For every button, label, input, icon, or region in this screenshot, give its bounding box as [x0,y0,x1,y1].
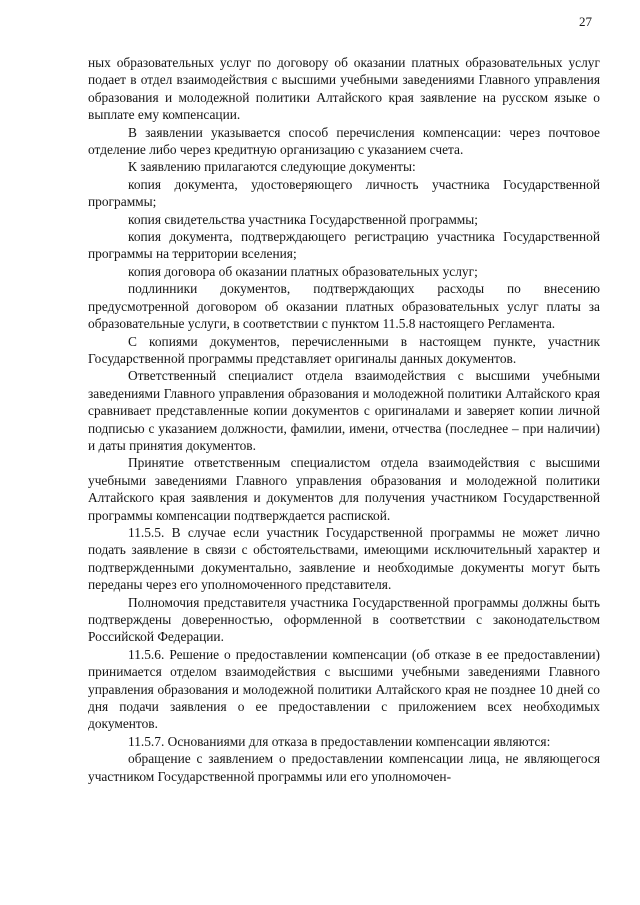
clause-11-5-5: 11.5.5. В случае если участник Государственной программы не может лично подать заявление в связи с обстоятельствами, имеющими исключительный характер и подтвержденными документально, заявление и необходимые документы могут быть переданы через его уполномоченного представителя. [88,524,600,593]
paragraph-continuation: ных образовательных услуг по договору об оказании платных образовательных услуг подает в отдел взаимодействия с высшими учебными заведениями Главного управления образования и молодежной политики Алтайского края заявление на русском языке о выплате ему компенсации. [88,55,600,123]
list-item-participant-certificate: копия свидетельства участника Государственной программы; [128,211,478,227]
paragraph-representative-authority: Полномочия представителя участника Государственной программы должны быть подтверждены доверенностью, оформленной в соответствии с законодательством Российской Федерации. [88,594,600,645]
paragraph-receipt-confirmation: Принятие ответственным специалистом отдела взаимодействия с высшими учебными заведениями Главного управления образования и молодежной политики Алтайского края заявления и документов для получения участником Государственной программы компенсации подтверждается распиской. [88,455,600,523]
paragraph-attached-documents-intro: К заявлению прилагаются следующие документы: [128,159,416,175]
clause-11-5-7: 11.5.7. Основаниями для отказа в предоставлении компенсации являются: [128,733,551,749]
paragraph-copy-verification: Ответственный специалист отдела взаимодействия с высшими учебными заведениями Главного управления образования и молодежной политики Алтайского края сравнивает представленные копии документов с оригиналами и заверяет копии личной подписью с указанием должности, фамилии, имени, отчества (последнее – при наличии) и даты принятия документов. [88,368,600,453]
document-body [88,54,600,785]
clause-11-5-6: 11.5.6. Решение о предоставлении компенсации (об отказе в ее предоставлении) принимается отделом взаимодействия с высшими учебными заведениями Главного управления образования и молодежной политики Алтайского края не позднее 10 дней со дня подачи заявления о ее предоставлении с приложением всех необходимых документов. [88,646,600,732]
list-item-refusal-ground: обращение с заявлением о предоставлении компенсации лица, не являющегося участником Государственной программы или его уполномочен- [88,751,600,784]
list-item-service-contract: копия договора об оказании платных образовательных услуг; [128,263,478,279]
list-item-expense-originals: подлинники документов, подтверждающих расходы по внесению предусмотренной договором об оказании платных образовательных услуг платы за образовательные услуги, в соответствии с пунктом 11.5.8 настоящего Регламента. [88,281,600,332]
page-number: 27 [579,14,592,29]
paragraph-compensation-transfer-method: В заявлении указывается способ перечисления компенсации: через почтовое отделение либо через кредитную организацию с указанием счета. [88,124,600,158]
list-item-registration-document: копия документа, подтверждающего регистрацию участника Государственной программы на территории вселения; [88,229,600,262]
list-item-identity-document: копия документа, удостоверяющего личность участника Государственной программы; [88,176,600,210]
paragraph-originals-presentation: С копиями документов, перечисленными в настоящем пункте, участник Государственной программы представляет оригиналы данных документов. [88,333,600,366]
